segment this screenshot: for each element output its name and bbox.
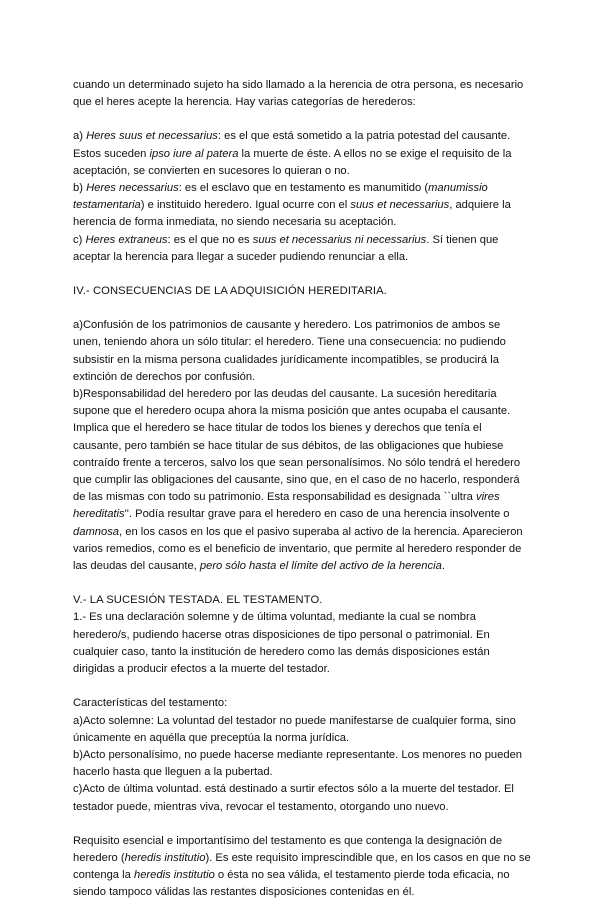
characteristics-title: Características del testamento:	[73, 697, 228, 710]
testament-definition: 1.- Es una declaración solemne y de última voluntad, mediante la cual se nombra heredero/s, pudiendo hacerse otras disposiciones de tipo personal o patrimonial. En cualquier caso, tanto la institución de heredero como las demás disposiciones están dirigidas a producir efectos a la muerte del testador.	[73, 611, 490, 676]
intro-paragraph: cuando un determinado sujeto ha sido llamado a la herencia de otra persona, es necesario que el heres acepte la herencia. Hay varias categorías de herederos:	[73, 79, 524, 109]
section-heading-iv: IV.- CONSECUENCIAS DE LA ADQUISICIÓN HEREDITARIA.	[73, 285, 387, 298]
characteristic-a: a)Acto solemne: La voluntad del testador no puede manifestarse de cualquier forma, sino únicamente en aquélla que preceptúa la norma jurídica.	[73, 714, 516, 744]
essential-requirement-paragraph: Requisito esencial e importantísimo del testamento es que contenga la designación de heredero (heredis institutio). Es este requisito imprescindible que, en los casos en que no se contenga la heredis institutio o ésta no sea válida, el testamento pierde toda eficacia, no siendo tampoco válidas las restantes disposiciones contenidas en él.	[73, 834, 531, 899]
characteristic-c: c)Acto de última voluntad. está destinado a surtir efectos sólo a la muerte del testador. El testador puede, mientras viva, revocar el testamento, otorgando uno nuevo.	[73, 783, 514, 813]
document-body	[73, 77, 531, 902]
consequence-b: b)Responsabilidad del heredero por las deudas del causante. La sucesión hereditaria supone que el heredero ocupa ahora la misma posición que antes ocupaba el causante. Implica que el heredero se hace titular de todos los bienes y derechos que tenía el causante, pero también se hace titular de sus débitos, de las obligaciones que hubiese contraído frente a terceros, salvo los que sean personalísimos. No sólo tendrá el heredero que cumplir las obligaciones del causante, sino que, en el caso de no hacerlo, responderá de las mismas con todo su patrimonio. Esta responsabilidad es designada ``ultra vires hereditatis''. Podía resultar grave para el heredero en caso de una herencia insolvente o damnosa, en los casos en los que el pasivo superaba al activo de la herencia. Aparecieron varios remedios, como es el beneficio de inventario, que permite al heredero responder de las deudas del causante, pero sólo hasta el límite del activo de la herencia.	[73, 388, 523, 573]
characteristic-b: b)Acto personalísimo, no puede hacerse mediante representante. Los menores no pueden hacerlo hasta que lleguen a la pubertad.	[73, 748, 523, 779]
section-heading-v: V.- LA SUCESIÓN TESTADA. EL TESTAMENTO.	[73, 594, 323, 607]
consequence-a: a)Confusión de los patrimonios de causante y heredero. Los patrimonios de ambos se unen, teniendo ahora un sólo titular: el heredero. Tiene una consecuencia: no pudiendo subsistir en la misma persona cualidades jurídicamente incompatibles, se producirá la extinción de derechos por confusión.	[73, 319, 506, 383]
heir-category-c: c) Heres extraneus: es el que no es suus et necessarius ni necessarius. Sí tienen que aceptar la herencia para llegar a suceder pudiendo renunciar a ella.	[73, 233, 499, 263]
heir-category-b: b) Heres necessarius: es el esclavo que en testamento es manumitido (manumissio testamentaria) e instituido heredero. Igual ocurre con el suus et necessarius, adquiere la herencia de forma inmediata, no siendo necesaria su aceptación.	[73, 182, 511, 229]
heir-category-a: a) Heres suus et necessarius: es el que está sometido a la patria potestad del causante. Estos suceden ipso iure al patera la muerte de éste. A ellos no se exige el requisito de la aceptación, se convierten en sucesores lo quieran o no.	[73, 130, 512, 177]
